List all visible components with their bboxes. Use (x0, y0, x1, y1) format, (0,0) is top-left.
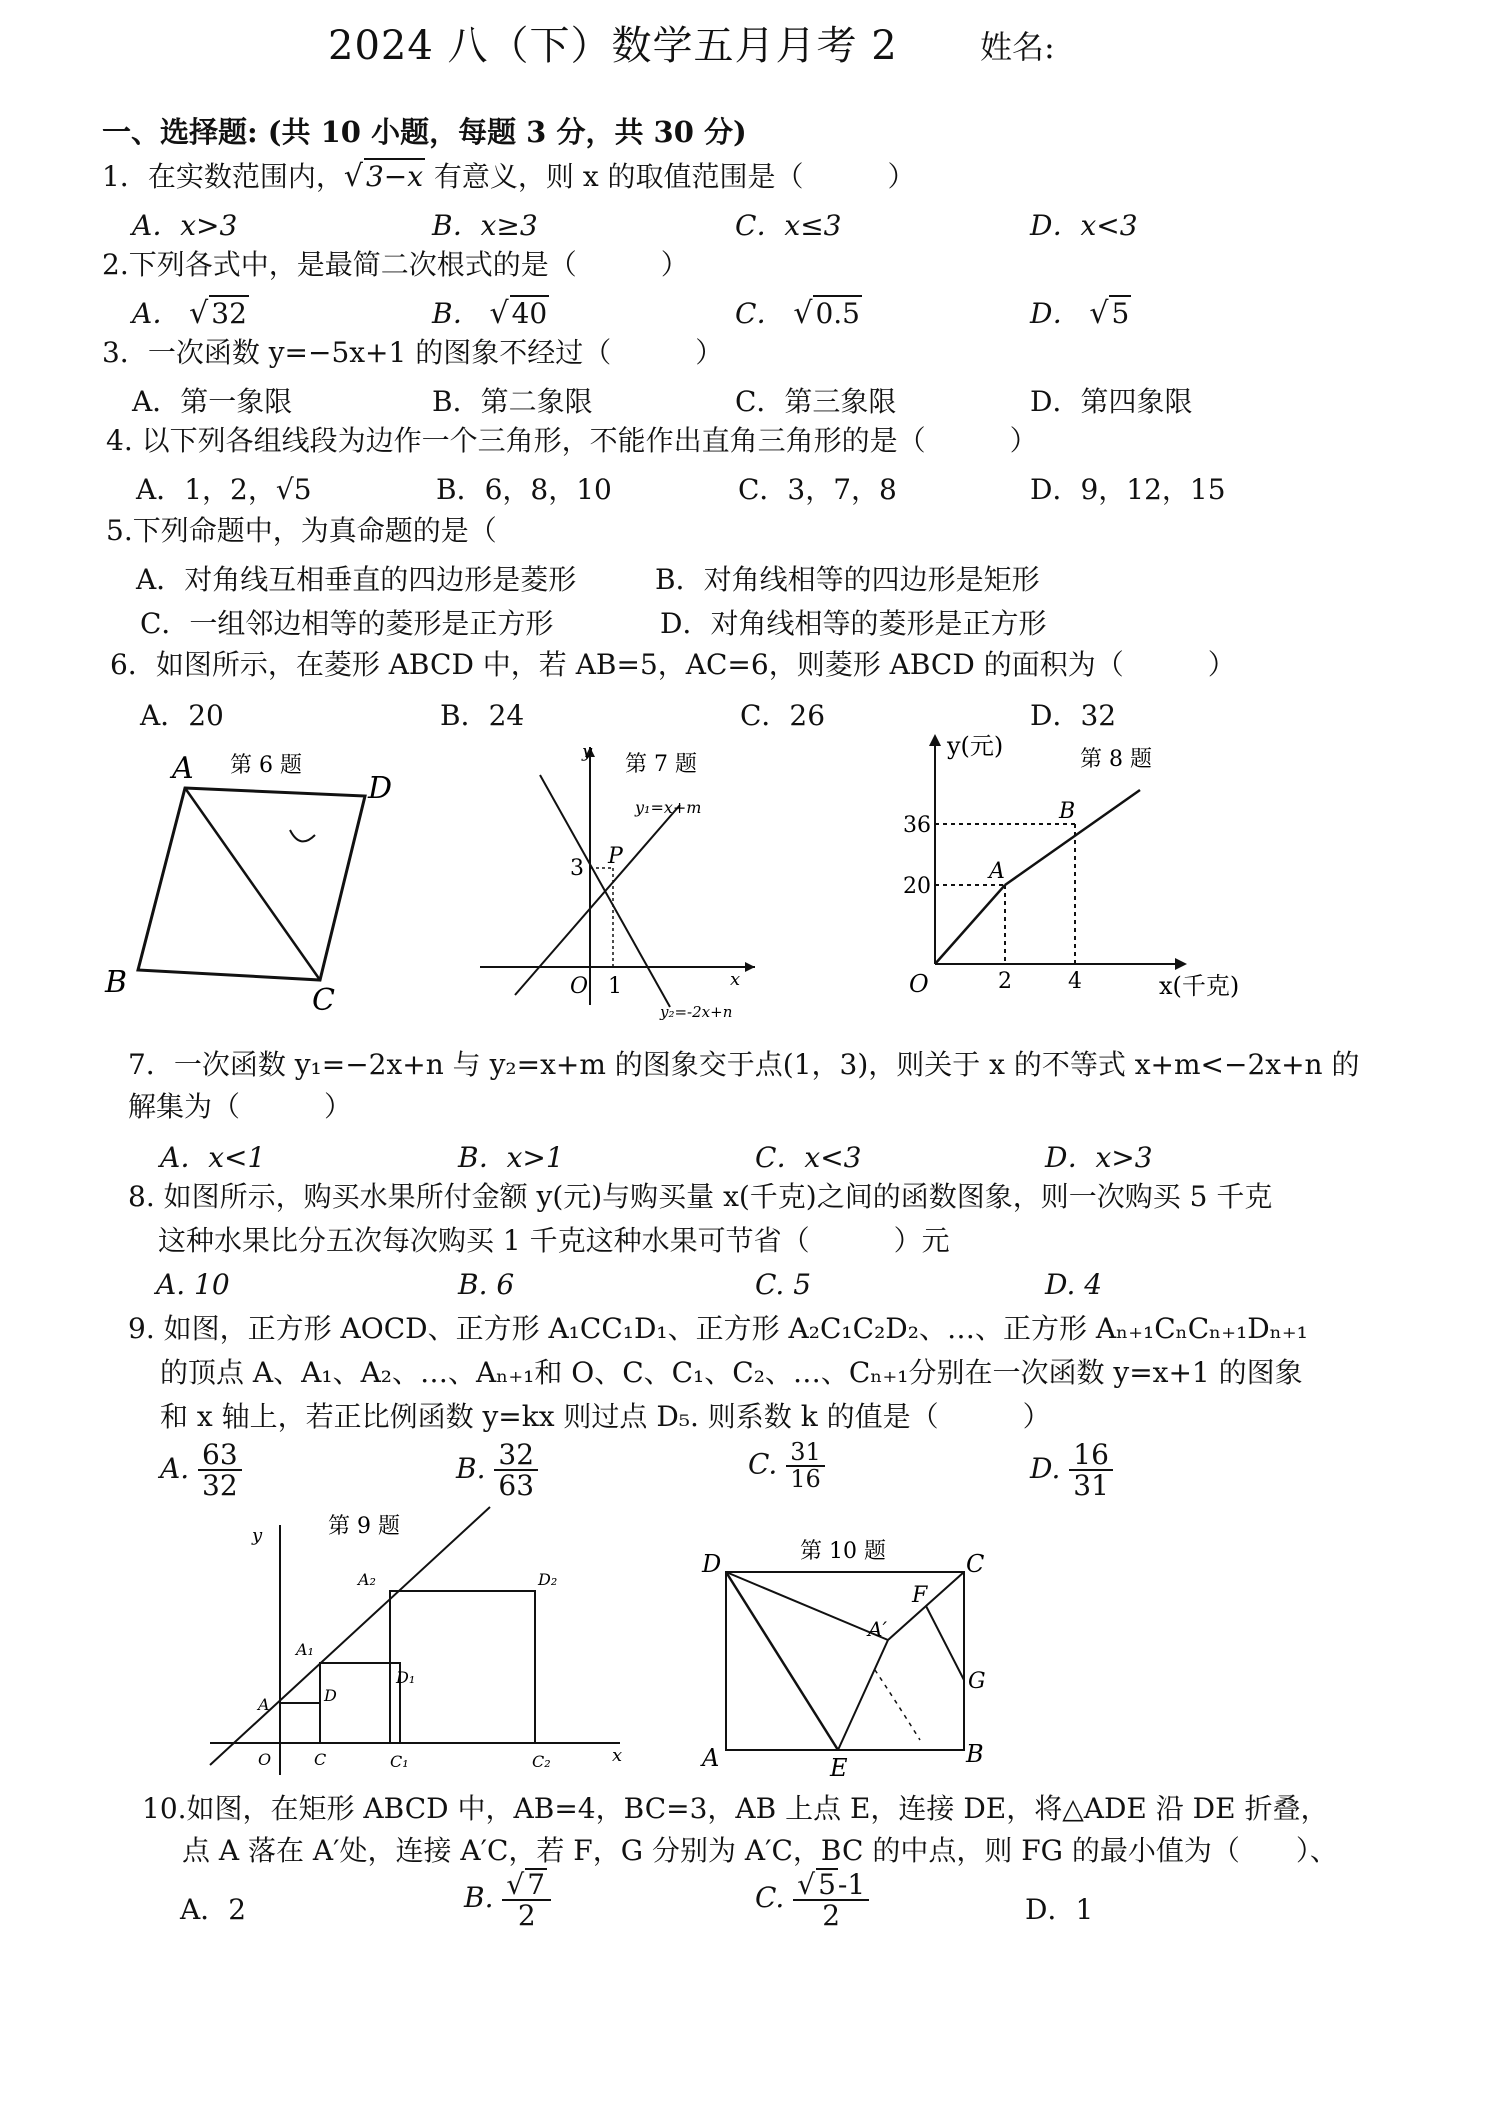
radicand: 7 (527, 1868, 546, 1901)
q7-option-d: D．x>3 (1045, 1141, 1153, 1174)
label-g: G (968, 1669, 986, 1694)
q1-option-d: D．x<3 (1030, 209, 1138, 242)
fraction (786, 1440, 825, 1492)
tick-x-1: 1 (608, 974, 622, 999)
fig9-caption: 第 9 题 (328, 1514, 400, 1539)
numerator: 31 (786, 1440, 825, 1467)
x-axis-label: x (730, 969, 741, 990)
option-label: C. (748, 1447, 778, 1481)
q6-option-d: D．32 (1030, 699, 1117, 732)
q10-option-a: A．2 (180, 1893, 247, 1926)
radicand: 5 (1111, 297, 1130, 330)
q5-option-b: B．对角线相等的四边形是矩形 (655, 563, 1040, 596)
q9-option-b (456, 1440, 538, 1501)
q4-option-c: C．3，7，8 (738, 473, 897, 506)
question-9-line-3: 和 x 轴上，若正比例函数 y=kx 则过点 D₅. 则系数 k 的值是（ ） (160, 1400, 1051, 1433)
label-e: E (830, 1754, 848, 1782)
question-4: 4. 以下列各组线段为边作一个三角形，不能作出直角三角形的是（ ） (106, 424, 1038, 457)
x-tick-2: 2 (998, 969, 1012, 994)
q9-option-d (1030, 1440, 1113, 1501)
fig6-caption: 第 6 题 (230, 753, 302, 778)
y-tick-20: 20 (903, 874, 931, 899)
square-a2c1c2d2 (390, 1591, 535, 1743)
numerator (502, 1868, 551, 1901)
point-b: B (1059, 799, 1076, 824)
option-label: A． (132, 297, 181, 330)
option-label: B． (432, 297, 481, 330)
fraction (502, 1868, 551, 1931)
y-axis-label: y (252, 1525, 263, 1546)
diagonal-ac (185, 788, 320, 980)
q1-prefix: 1．在实数范围内， (102, 160, 344, 193)
q9-option-c (748, 1440, 825, 1492)
label-f: F (912, 1583, 928, 1608)
fig8-caption: 第 8 题 (1080, 747, 1152, 772)
q4-option-b: B．6，8，10 (436, 473, 612, 506)
label-a1: A₁ (296, 1640, 314, 1659)
question-9-line-1: 9. 如图，正方形 AOCD、正方形 A₁CC₁D₁、正方形 A₂C₁C₂D₂、…、正方形 Aₙ₊₁CₙCₙ₊₁Dₙ₊₁ (128, 1312, 1308, 1345)
x-tick-4: 4 (1068, 969, 1082, 994)
fraction (494, 1440, 538, 1501)
sqrt-symbol: √ (797, 1868, 816, 1901)
q2-option-b (432, 292, 549, 332)
label-d: D (702, 1550, 722, 1578)
denominator: 2 (822, 1899, 841, 1933)
q4-option-d: D．9，12，15 (1030, 473, 1226, 506)
sqrt-symbol: √ (1089, 296, 1109, 331)
label-d: D (324, 1686, 337, 1705)
label-c: C (314, 1750, 327, 1769)
label-o: O (258, 1750, 272, 1769)
denominator: 31 (1073, 1469, 1109, 1503)
q1-option-c: C．x≤3 (735, 209, 842, 242)
q1-option-a: A．x>3 (132, 209, 238, 242)
question-8-line-2: 这种水果比分五次每次购买 1 千克这种水果可节省（ ）元 (158, 1224, 950, 1257)
label-c: C (966, 1550, 985, 1578)
fraction (198, 1440, 242, 1501)
fold-arc (875, 1670, 920, 1740)
y-axis-label: y(元) (947, 732, 1004, 760)
label-c2: C₂ (532, 1752, 551, 1771)
numerator (793, 1868, 869, 1901)
q5-option-a: A．对角线互相垂直的四边形是菱形 (136, 563, 577, 596)
radicand: 40 (511, 297, 548, 330)
q10-option-b (464, 1868, 551, 1931)
sqrt-symbol: √ (506, 1868, 525, 1901)
fig7-caption: 第 7 题 (625, 752, 697, 777)
denominator: 16 (790, 1465, 821, 1494)
fraction (793, 1868, 869, 1931)
line2-label: y₂=-2x+n (660, 1003, 733, 1021)
figure-10 (690, 1520, 1020, 1790)
segment-de (726, 1572, 838, 1750)
point-p: P (608, 844, 623, 869)
q8-option-c: C. 5 (755, 1268, 812, 1301)
option-label: B. (464, 1880, 494, 1914)
q8-option-b: B. 6 (458, 1268, 515, 1301)
figure-8 (895, 730, 1295, 1020)
numerator: 32 (494, 1440, 538, 1471)
q9-option-a (160, 1440, 242, 1501)
label-a2: A₂ (358, 1570, 376, 1589)
segment-da-prime (726, 1572, 888, 1640)
label-b: B (105, 965, 128, 1000)
question-2: 2.下列各式中，是最简二次根式的是（ ） (102, 248, 689, 281)
figure-6 (100, 740, 400, 1020)
sqrt-symbol: √ (189, 296, 209, 331)
question-8-line-1: 8. 如图所示，购买水果所付金额 y(元)与购买量 x(千克)之间的函数图象，则一次购买 5 千克 (128, 1180, 1273, 1213)
fraction (1069, 1440, 1113, 1501)
segment-ea-prime (838, 1640, 888, 1750)
label-c: C (312, 983, 335, 1018)
numerator: 63 (198, 1440, 242, 1471)
option-label: B. (456, 1451, 486, 1485)
question-10-line-1: 10.如图，在矩形 ABCD 中，AB=4，BC=3，AB 上点 E，连接 DE，将△ADE 沿 DE 折叠， (142, 1792, 1329, 1825)
question-9-line-2: 的顶点 A、A₁、A₂、…、Aₙ₊₁和 O、C、C₁、C₂、…、Cₙ₊₁分别在一次函数 y=x+1 的图象 (160, 1356, 1303, 1389)
q5-option-d: D．对角线相等的菱形是正方形 (660, 607, 1047, 640)
q3-option-c: C．第三象限 (735, 385, 897, 418)
square-aocd (280, 1703, 320, 1743)
option-label: C． (735, 297, 785, 330)
figure-9 (200, 1505, 660, 1780)
q1-suffix: 有意义，则 x 的取值范围是（ ） (425, 160, 916, 193)
y-axis-arrow (929, 734, 941, 746)
line1-label: y₁=x+m (635, 798, 702, 817)
point-a: A (989, 859, 1005, 884)
label-a-prime: A′ (868, 1617, 887, 1641)
label-a: A (172, 751, 194, 786)
label-d: D (368, 771, 393, 806)
pencil-mark (290, 830, 315, 841)
x-axis-arrow (1175, 958, 1187, 970)
diagonal-bd (138, 796, 365, 970)
question-5: 5.下列命题中，为真命题的是（ (106, 514, 497, 547)
option-label: D． (1030, 297, 1081, 330)
option-label: A. (160, 1451, 190, 1485)
sqrt-symbol: √ (489, 296, 509, 331)
q8-option-d: D. 4 (1045, 1268, 1103, 1301)
radicand: 32 (211, 297, 247, 330)
question-7-line-2: 解集为（ ） (128, 1090, 353, 1123)
label-b: B (966, 1740, 984, 1768)
x-axis-label: x (612, 1745, 623, 1766)
q6-option-a: A．20 (140, 699, 224, 732)
q3-option-a: A．第一象限 (132, 385, 293, 418)
q5-option-c: C．一组邻边相等的菱形是正方形 (140, 607, 554, 640)
fig10-caption: 第 10 题 (800, 1539, 886, 1564)
denominator: 2 (517, 1899, 536, 1933)
q3-option-d: D．第四象限 (1030, 385, 1193, 418)
q3-option-b: B．第二象限 (432, 385, 593, 418)
figure-7 (470, 735, 770, 1035)
label-a: A (258, 1695, 270, 1714)
label-c1: C₁ (390, 1752, 409, 1771)
q2-option-a (132, 292, 249, 332)
y-tick-36: 36 (903, 813, 931, 838)
question-10-line-2: 点 A 落在 A′处，连接 A′C，若 F，G 分别为 A′C，BC 的中点，则 FG 的最小值为（ ）、 (182, 1834, 1338, 1867)
segment-oa (935, 885, 1005, 964)
radicand: 0.5 (815, 297, 860, 330)
q1-radicand: 3−x (365, 160, 424, 193)
option-label: D. (1030, 1451, 1061, 1485)
x-axis-arrow (745, 962, 755, 972)
q8-option-a: A. 10 (156, 1268, 230, 1301)
rectangle-abcd (726, 1572, 964, 1750)
tick-y-3: 3 (570, 856, 584, 881)
q1-option-b: B．x≥3 (432, 209, 538, 242)
radicand: 5 (818, 1868, 836, 1901)
x-axis-label: x(千克) (1159, 972, 1240, 1000)
numerator: 16 (1069, 1440, 1113, 1471)
q6-option-b: B．24 (440, 699, 525, 732)
denominator: 63 (498, 1469, 535, 1503)
sqrt-symbol: √ (793, 296, 813, 331)
q6-option-c: C．26 (740, 699, 826, 732)
q10-option-d: D．1 (1025, 1893, 1094, 1926)
section-title: 一、选择题: (共 10 小题，每题 3 分，共 30 分) (102, 115, 747, 149)
label-d1: D₁ (396, 1668, 416, 1687)
label-a: A (702, 1744, 720, 1772)
q2-option-c (735, 292, 862, 332)
q7-option-c: C．x<3 (755, 1141, 862, 1174)
q4-option-a: A．1，2，√5 (136, 473, 312, 506)
origin-label: O (909, 970, 929, 998)
numerator-tail: -1 (837, 1868, 866, 1901)
segment-fg (926, 1606, 964, 1680)
origin-label: O (570, 974, 589, 999)
y-axis-label: y (582, 741, 593, 762)
q7-option-b: B．x>1 (458, 1141, 564, 1174)
sqrt-symbol: √ (343, 159, 363, 194)
denominator: 32 (202, 1469, 238, 1503)
exam-title: 2024 八（下）数学五月月考 2 (328, 23, 898, 69)
question-6: 6．如图所示，在菱形 ABCD 中，若 AB=5，AC=6，则菱形 ABCD 的面积为（ ） (110, 648, 1236, 681)
question-1 (102, 158, 916, 195)
question-3: 3．一次函数 y=−5x+1 的图象不经过（ ） (102, 336, 724, 369)
q2-option-d (1030, 292, 1131, 332)
q7-option-a: A．x<1 (160, 1141, 266, 1174)
question-7-line-1: 7．一次函数 y₁=−2x+n 与 y₂=x+m 的图象交于点(1，3)，则关于 x 的不等式 x+m<−2x+n 的 (128, 1048, 1360, 1081)
q10-option-c (755, 1868, 869, 1931)
option-label: C. (755, 1880, 785, 1914)
label-d2: D₂ (538, 1570, 558, 1589)
name-label: 姓名: (980, 28, 1055, 66)
